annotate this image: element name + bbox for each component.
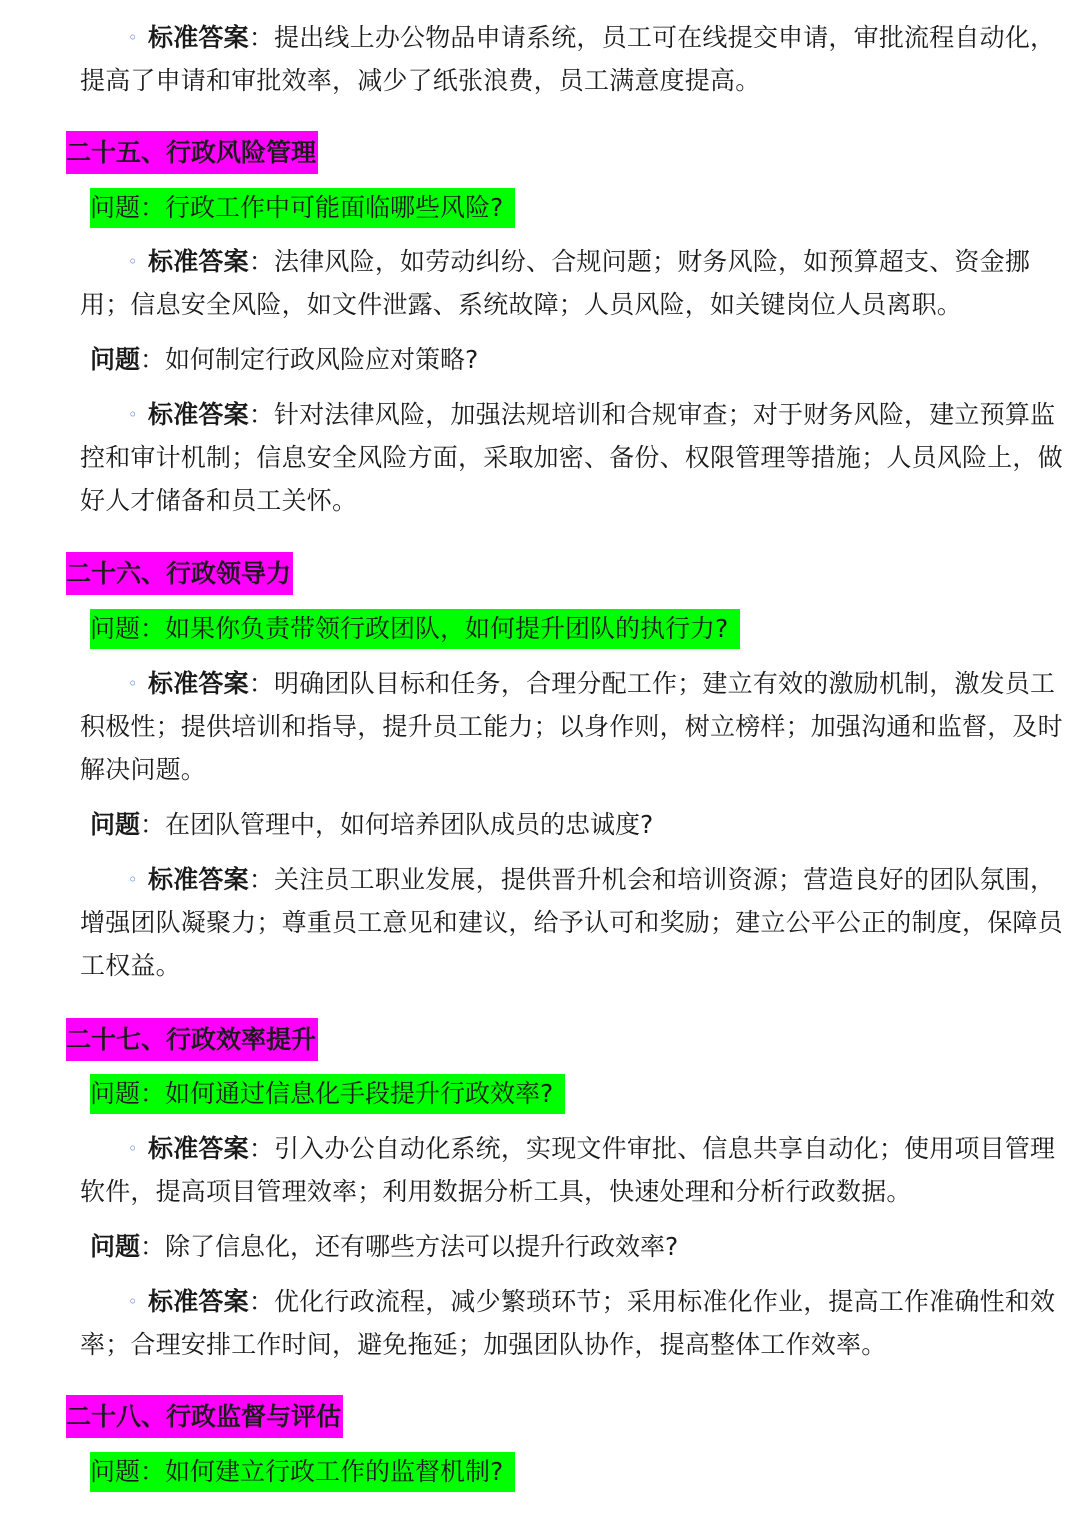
circle-bullet-icon: ◦ bbox=[128, 1139, 138, 1158]
question-text: 如何制定行政风险应对策略? bbox=[165, 345, 479, 374]
circle-bullet-icon: ◦ bbox=[128, 405, 138, 424]
question-highlighted: 问题：如何通过信息化手段提升行政效率? bbox=[90, 1074, 565, 1114]
question-text: 在团队管理中，如何培养团队成员的忠诚度? bbox=[165, 810, 654, 839]
answer-paragraph: ◦ 标准答案：法律风险，如劳动纠纷、合规问题；财务风险，如预算超支、资金挪用；信息安全风险，如文件泄露、系统故障；人员风险，如关键岗位人员离职。 bbox=[80, 240, 1070, 326]
answer-label: 标准答案 bbox=[148, 669, 249, 698]
circle-bullet-icon: ◦ bbox=[128, 28, 138, 47]
answer-paragraph: ◦ 标准答案：明确团队目标和任务，合理分配工作；建立有效的激励机制，激发员工积极性；提供培训和指导，提升员工能力；以身作则，树立榜样；加强沟通和监督，及时解决问题。 bbox=[80, 662, 1070, 791]
question-highlighted: 问题：如何建立行政工作的监督机制? bbox=[90, 1452, 515, 1492]
answer-text: 明确团队目标和任务，合理分配工作；建立有效的激励机制，激发员工积极性；提供培训和指导，提升员工能力；以身作则，树立榜样；加强沟通和监督，及时解决问题。 bbox=[80, 669, 1063, 784]
question-label: 问题 bbox=[90, 1232, 141, 1261]
answer-text: 关注员工职业发展，提供晋升机会和培训资源；营造良好的团队氛围，增强团队凝聚力；尊重员工意见和建议，给予认可和奖励；建立公平公正的制度，保障员工权益。 bbox=[80, 865, 1063, 980]
answer-text: 引入办公自动化系统，实现文件审批、信息共享自动化；使用项目管理软件，提高项目管理效率；利用数据分析工具，快速处理和分析行政数据。 bbox=[80, 1134, 1056, 1206]
question-label: 问题 bbox=[90, 345, 141, 374]
answer-text: 优化行政流程，减少繁琐环节；采用标准化作业，提高工作准确性和效率；合理安排工作时间，避免拖延；加强团队协作，提高整体工作效率。 bbox=[80, 1287, 1056, 1359]
question-paragraph: 问题：除了信息化，还有哪些方法可以提升行政效率? bbox=[90, 1232, 679, 1261]
answer-paragraph: ◦ 标准答案：提出线上办公物品申请系统，员工可在线提交申请，审批流程自动化，提高了申请和审批效率，减少了纸张浪费，员工满意度提高。 bbox=[80, 16, 1070, 102]
answer-text: 针对法律风险，加强法规培训和合规审查；对于财务风险，建立预算监控和审计机制；信息安全风险方面，采取加密、备份、权限管理等措施；人员风险上，做好人才储备和员工关怀。 bbox=[80, 400, 1063, 515]
answer-label: 标准答案 bbox=[148, 247, 249, 276]
answer-label: 标准答案 bbox=[148, 1287, 249, 1316]
question-label: 问题 bbox=[90, 810, 141, 839]
answer-paragraph: ◦ 标准答案：优化行政流程，减少繁琐环节；采用标准化作业，提高工作准确性和效率；合理安排工作时间，避免拖延；加强团队协作，提高整体工作效率。 bbox=[80, 1280, 1070, 1366]
section-heading: 二十五、行政风险管理 bbox=[66, 131, 318, 174]
circle-bullet-icon: ◦ bbox=[128, 674, 138, 693]
question-text: 除了信息化，还有哪些方法可以提升行政效率? bbox=[165, 1232, 679, 1261]
question-paragraph: 问题：如何制定行政风险应对策略? bbox=[90, 345, 479, 374]
answer-text: 法律风险，如劳动纠纷、合规问题；财务风险，如预算超支、资金挪用；信息安全风险，如文件泄露、系统故障；人员风险，如关键岗位人员离职。 bbox=[80, 247, 1031, 319]
answer-text: 提出线上办公物品申请系统，员工可在线提交申请，审批流程自动化，提高了申请和审批效率，减少了纸张浪费，员工满意度提高。 bbox=[80, 23, 1056, 95]
section-heading: 二十八、行政监督与评估 bbox=[66, 1395, 343, 1438]
circle-bullet-icon: ◦ bbox=[128, 870, 138, 889]
question-highlighted: 问题：行政工作中可能面临哪些风险? bbox=[90, 188, 515, 228]
answer-label: 标准答案 bbox=[148, 1134, 249, 1163]
answer-label: 标准答案 bbox=[148, 865, 249, 894]
answer-paragraph: ◦ 标准答案：关注员工职业发展，提供晋升机会和培训资源；营造良好的团队氛围，增强团队凝聚力；尊重员工意见和建议，给予认可和奖励；建立公平公正的制度，保障员工权益。 bbox=[80, 858, 1070, 987]
section-heading: 二十七、行政效率提升 bbox=[66, 1018, 318, 1061]
answer-paragraph: ◦ 标准答案：针对法律风险，加强法规培训和合规审查；对于财务风险，建立预算监控和审计机制；信息安全风险方面，采取加密、备份、权限管理等措施；人员风险上，做好人才储备和员工关怀。 bbox=[80, 393, 1070, 522]
circle-bullet-icon: ◦ bbox=[128, 252, 138, 271]
question-paragraph: 问题：在团队管理中，如何培养团队成员的忠诚度? bbox=[90, 810, 654, 839]
answer-label: 标准答案 bbox=[148, 23, 249, 52]
question-highlighted: 问题：如果你负责带领行政团队，如何提升团队的执行力? bbox=[90, 609, 740, 649]
section-heading: 二十六、行政领导力 bbox=[66, 552, 293, 595]
answer-paragraph: ◦ 标准答案：引入办公自动化系统，实现文件审批、信息共享自动化；使用项目管理软件，提高项目管理效率；利用数据分析工具，快速处理和分析行政数据。 bbox=[80, 1127, 1070, 1213]
circle-bullet-icon: ◦ bbox=[128, 1292, 138, 1311]
answer-label: 标准答案 bbox=[148, 400, 249, 429]
